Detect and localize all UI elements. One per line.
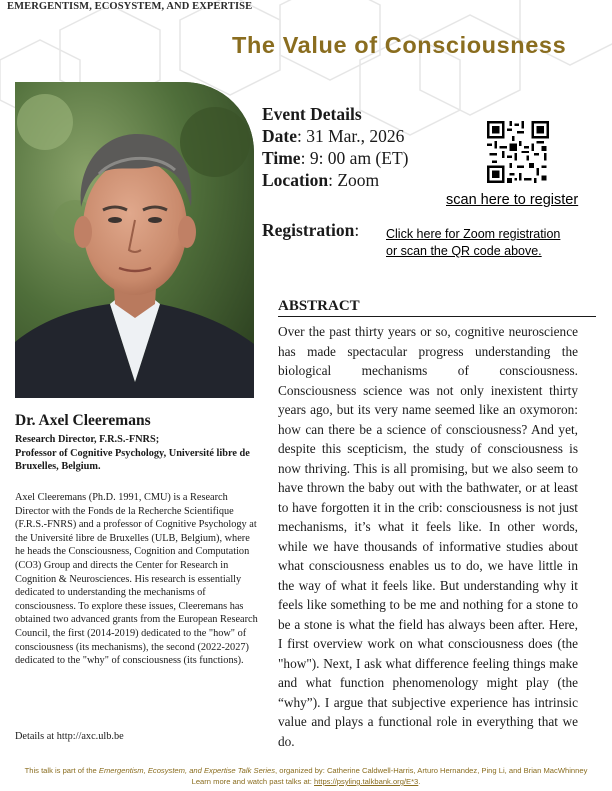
page-title: The Value of Consciousness <box>232 32 567 58</box>
event-details <box>262 103 408 191</box>
registration-label: Registration: <box>262 220 360 240</box>
registration-link-line1[interactable]: Click here for Zoom registration <box>386 227 561 241</box>
event-location: Location: Zoom <box>262 170 380 190</box>
series-tag: EMERGENTISM, ECOSYSTEM, AND EXPERTISE <box>7 1 253 12</box>
abstract-text: Over the past thirty years or so, cognitive neuroscience has made spectacular progress understanding the biological mechanisms of consciousness. Consciousness science was not only inexistent thirty years ago, but its very name seemed like an oxymoron: how can there be a science of consciousness? And yet, despite this scepticism, the study of consciousness is now thriving. This is all promising, but we also seem to have thrown the baby out with the bathwater, or at least to have forgotten it in the crib: consciousness is not just mechanisms, it’s what it feels like. In other words, while we have thousands of informative studies about what consciousness enables us to do, we have little in the way of what it feels like. But understanding why it feels like something to be me and nothing for a stone to be a stone is what the field has always been after. Here, I first overview work on what consciousness does (the "how"). Next, I ask what difference feeling things make and what function phenomenology might play (the “why”). I argue that subjective experience has intrinsic value and plays a functional role in everything that we do. <box>278 324 578 749</box>
qr-code[interactable] <box>487 121 549 183</box>
footer-line2: Learn more and watch past talks at: https://psyling.talkbank.org/E*3. <box>191 777 421 786</box>
footer-line1: This talk is part of the Emergentism, Ecosystem, and Expertise Talk Series, organized by: Catherine Caldwell-Harris, Arturo Hernandez, Ping Li, and Brian MacWhinney <box>24 766 588 775</box>
speaker-photo <box>15 82 254 398</box>
footer <box>0 765 612 787</box>
registration-link-line2[interactable]: or scan the QR code above. <box>386 244 542 258</box>
speaker-affiliation-line2: Professor of Cognitive Psychology, Université libre de Bruxelles, Belgium. <box>15 447 250 472</box>
event-heading: Event Details <box>262 104 362 124</box>
footer-url-link[interactable]: https://psyling.talkbank.org/E*3 <box>314 777 419 786</box>
speaker-affiliation <box>15 433 260 474</box>
speaker-affiliation-line1: Research Director, F.R.S.-FNRS; <box>15 434 160 445</box>
speaker-name: Dr. Axel Cleeremans <box>15 412 151 429</box>
speaker-bio: Axel Cleeremans (Ph.D. 1991, CMU) is a Research Director with the Fonds de la Recherche Scientifique (F.R.S.-FNRS) and a professor of Cognitive Psychology at the Université libre de Bruxelles (ULB, Belgium), where he heads the Consciousness, Cognition and Computation (CO3) Group and directs the Center for Research in Cognition & Neurosciences. His research is essentially dedicated to understanding the mechanisms of consciousness. To explore these issues, Cleeremans has obtained two advanced grants from the European Research Council, the first (2014-2019) dedicated to the "how" of consciousness (its mechanisms), the second (2022-2027) dedicated to the "why" of consciousness (its functions). <box>15 492 258 667</box>
details-link[interactable]: Details at http://axc.ulb.be <box>15 731 124 742</box>
scan-to-register-link[interactable]: scan here to register <box>446 192 579 208</box>
abstract-heading: ABSTRACT <box>278 298 596 317</box>
event-date: Date: 31 Mar., 2026 <box>262 126 405 146</box>
event-time: Time: 9: 00 am (ET) <box>262 148 409 168</box>
registration-link[interactable] <box>386 226 586 260</box>
